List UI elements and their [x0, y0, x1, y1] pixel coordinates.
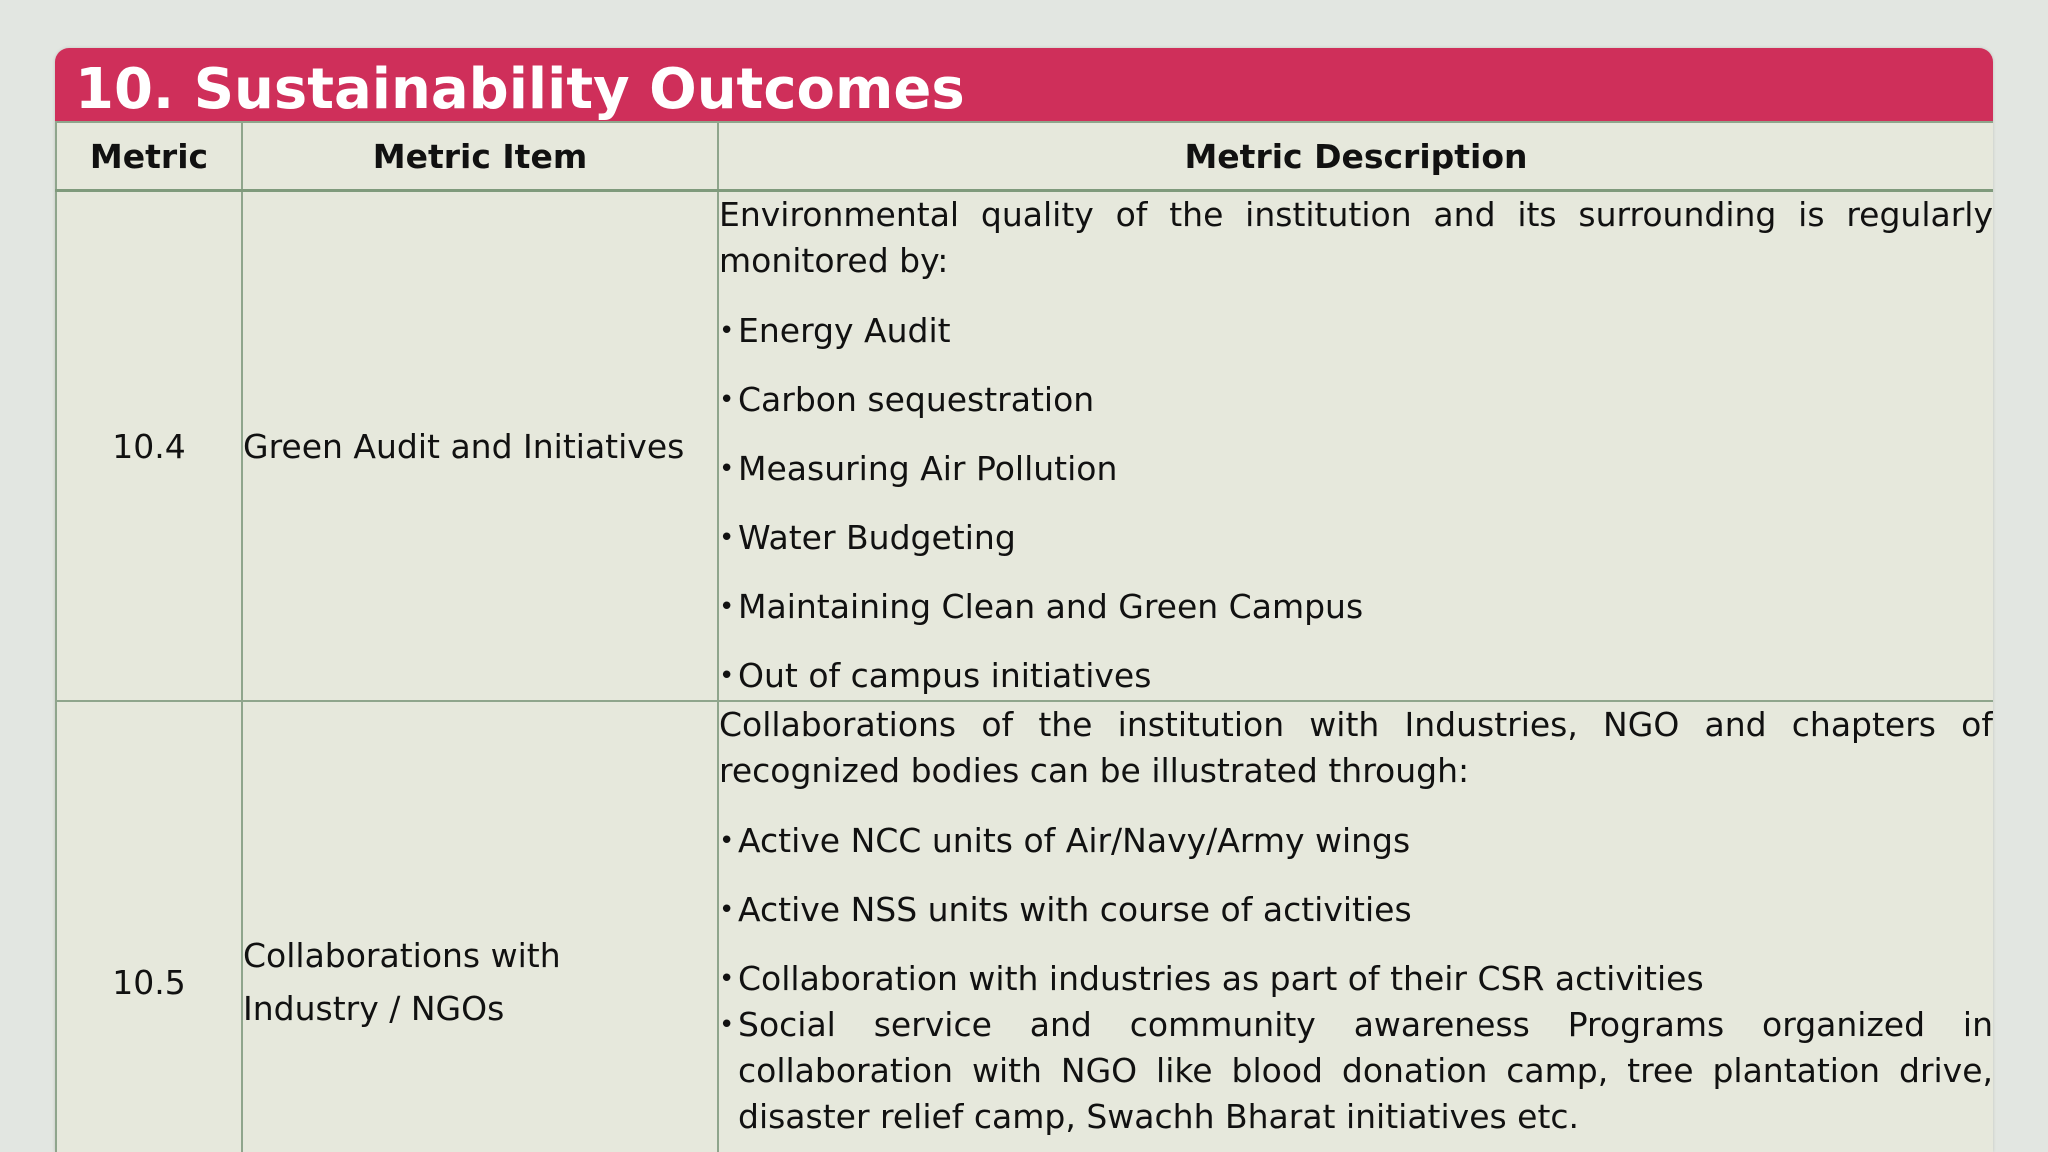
table-row	[56, 701, 1993, 1152]
metric-item	[242, 191, 718, 702]
list-item	[719, 515, 1993, 561]
description-intro: Environmental quality of the institution and its surrounding is regularly monitored by:	[719, 195, 1993, 280]
metric-item-line: Collaborations with	[243, 936, 561, 975]
list-item-text: Active NSS units with course of activities	[738, 890, 1412, 929]
table-row	[56, 191, 1993, 702]
list-item-text: Active NCC units of Air/Navy/Army wings	[738, 821, 1411, 860]
metric-number: 10.5	[56, 701, 242, 1152]
bullet-icon: •	[719, 385, 735, 415]
bullet-icon: •	[719, 1010, 735, 1040]
list-item	[719, 308, 1993, 354]
header-metric: Metric	[56, 122, 242, 191]
bullet-icon: •	[719, 523, 735, 553]
list-item	[719, 446, 1993, 492]
metric-number: 10.4	[56, 191, 242, 702]
bullet-list	[719, 818, 1993, 1140]
list-item-text: Carbon sequestration	[738, 380, 1095, 419]
bullet-icon: •	[719, 661, 735, 691]
list-item-text: Water Budgeting	[738, 518, 1016, 557]
list-item-text: Measuring Air Pollution	[738, 449, 1118, 488]
list-item-text: Maintaining Clean and Green Campus	[738, 587, 1364, 626]
bullet-icon: •	[719, 964, 735, 994]
bullet-icon: •	[719, 895, 735, 925]
page-title: 10. Sustainability Outcomes	[75, 57, 965, 122]
bullet-icon: •	[719, 826, 735, 856]
table-header-row	[56, 122, 1993, 191]
list-item-text: Energy Audit	[738, 311, 951, 350]
list-item	[719, 1002, 1993, 1140]
description-intro: Collaborations of the institution with Industries, NGO and chapters of recognized bodies can be illustrated through:	[719, 705, 1993, 790]
metric-item-line: Green Audit and Initiatives	[243, 426, 685, 466]
bullet-list	[719, 308, 1993, 699]
list-item-text: Social service and community awareness Programs organized in collaboration with NGO like blood donation camp, tree plantation drive, disaster relief camp, Swachh Bharat initiatives etc.	[738, 1005, 1993, 1136]
list-item	[719, 887, 1993, 933]
bullet-icon: •	[719, 592, 735, 622]
metric-description	[718, 191, 1993, 702]
header-metric-item: Metric Item	[242, 122, 718, 191]
list-item	[719, 584, 1993, 630]
slide-panel	[55, 48, 1993, 1152]
bullet-icon: •	[719, 316, 735, 346]
title-bar	[55, 48, 1993, 122]
metric-item-line: Industry / NGOs	[243, 989, 505, 1028]
metric-description	[718, 701, 1993, 1152]
list-item	[719, 377, 1993, 423]
list-item	[719, 956, 1993, 1002]
list-item-text: Collaboration with industries as part of their CSR activities	[738, 959, 1704, 998]
list-item	[719, 653, 1993, 699]
header-metric-description: Metric Description	[718, 122, 1993, 191]
metrics-table	[55, 121, 1993, 1152]
list-item-text: Out of campus initiatives	[738, 656, 1152, 695]
list-item	[719, 818, 1993, 864]
bullet-icon: •	[719, 454, 735, 484]
metric-item	[242, 701, 718, 1152]
